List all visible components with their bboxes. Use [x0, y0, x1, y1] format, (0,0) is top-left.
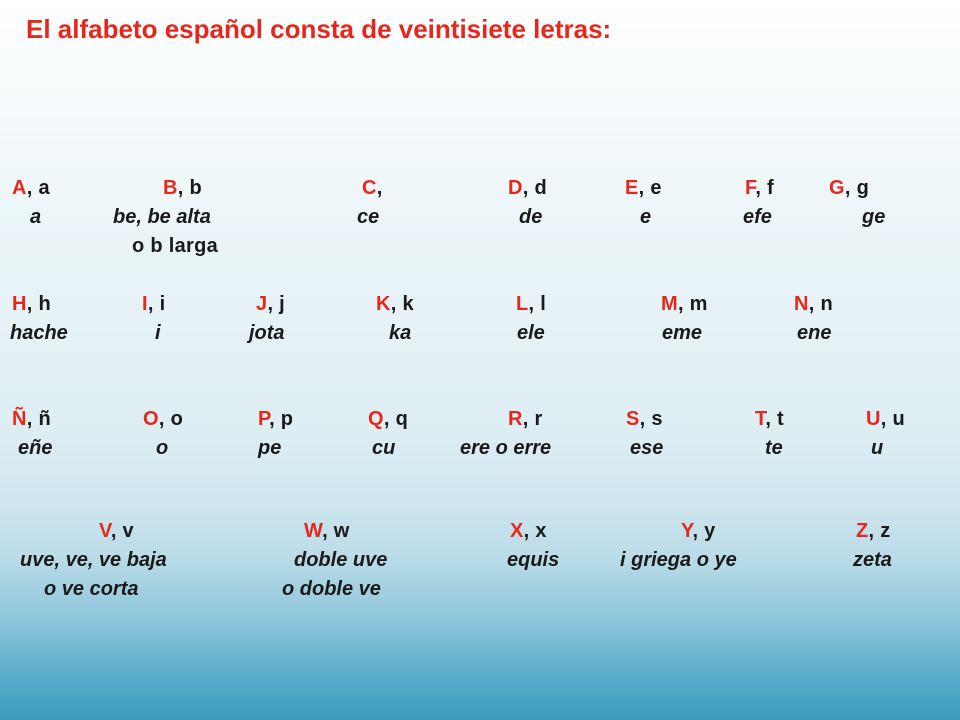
pronunciation-u: u — [871, 437, 884, 459]
pronunciation-s: ese — [630, 437, 664, 459]
pronunciation-m: eme — [662, 322, 703, 344]
pronunciation-f: efe — [743, 206, 772, 228]
letter-capital: X — [510, 520, 524, 542]
letter-lowercase: , — [376, 177, 383, 199]
letter-n — [794, 293, 833, 316]
letter-v — [99, 520, 134, 543]
letter-lowercase: , f — [755, 177, 774, 199]
letter-lowercase: , b — [177, 177, 202, 199]
pronunciation-l: ele — [517, 322, 545, 344]
letter-lowercase: , e — [638, 177, 662, 199]
letter-capital: L — [516, 293, 529, 315]
letter-capital: B — [163, 177, 178, 199]
pronunciation-q: cu — [372, 437, 396, 459]
letter-lowercase: , j — [267, 293, 286, 315]
letter-capital: K — [376, 293, 391, 315]
letter-capital: U — [866, 408, 881, 430]
letter-lowercase: , q — [383, 408, 409, 430]
pronunciation-b-alt: o b larga — [132, 235, 219, 257]
letter-f — [745, 177, 774, 200]
letter-g — [829, 177, 869, 200]
letter-lowercase: , u — [880, 408, 905, 430]
letter-lowercase: , ñ — [26, 408, 51, 430]
letter-lowercase: , g — [844, 177, 870, 199]
pronunciation-a: a — [30, 206, 42, 228]
letter-capital: I — [142, 293, 148, 315]
letter-b — [163, 177, 202, 200]
pronunciation-o: o — [156, 437, 169, 459]
pronunciation-j: jota — [249, 322, 285, 344]
letter-c — [362, 177, 383, 200]
letter-capital: C — [362, 177, 377, 199]
letter-t — [755, 408, 784, 431]
letter-e — [625, 177, 662, 200]
letter-o — [143, 408, 183, 431]
pronunciation-v: uve, ve, ve baja — [20, 549, 167, 571]
letter-j — [256, 293, 285, 316]
letter-lowercase: , a — [26, 177, 50, 199]
pronunciation-b: be, be alta — [113, 206, 211, 228]
pronunciation-x: equis — [507, 549, 560, 571]
letter-capital: V — [99, 520, 111, 542]
pronunciation-w-alt: o doble ve — [282, 578, 381, 600]
letter-lowercase: , s — [639, 408, 663, 430]
letter-capital: A — [12, 177, 27, 199]
pronunciation-i: i — [155, 322, 161, 344]
slide-title: El alfabeto español consta de veintisiete letras: — [26, 14, 612, 44]
letter-p — [258, 408, 293, 431]
letter-capital: H — [12, 293, 27, 315]
pronunciation-e: e — [640, 206, 652, 228]
pronunciation-v-alt: o ve corta — [44, 578, 139, 600]
letter-lowercase: , n — [808, 293, 833, 315]
pronunciation-d: de — [519, 206, 543, 228]
letter-lowercase: , r — [522, 408, 543, 430]
letter-d — [508, 177, 547, 200]
letter-r — [508, 408, 543, 431]
letter-lowercase: , p — [269, 408, 294, 430]
letter-capital: Y — [681, 520, 693, 542]
letter-x — [510, 520, 547, 543]
letter-lowercase: , d — [522, 177, 547, 199]
letter-lowercase: , x — [523, 520, 547, 542]
letter-lowercase: , h — [26, 293, 51, 315]
pronunciation-c: ce — [357, 206, 380, 228]
letter-l — [516, 293, 546, 316]
letter-s — [626, 408, 663, 431]
letter-k — [376, 293, 414, 316]
letter-capital: E — [625, 177, 639, 199]
letter-capital: P — [258, 408, 270, 430]
letter-lowercase: , v — [110, 520, 134, 542]
letter-enye — [12, 408, 51, 431]
letter-capital: F — [745, 177, 756, 199]
letter-capital: T — [755, 408, 766, 430]
letter-capital: Z — [856, 520, 869, 542]
pronunciation-w: doble uve — [294, 549, 388, 571]
letter-capital: Q — [368, 408, 384, 430]
letter-lowercase: , l — [528, 293, 547, 315]
pronunciation-h: hache — [10, 322, 68, 344]
letter-q — [368, 408, 408, 431]
letter-y — [681, 520, 716, 543]
letter-capital: D — [508, 177, 523, 199]
letter-lowercase: , o — [158, 408, 184, 430]
letter-lowercase: , i — [147, 293, 166, 315]
letter-capital: Ñ — [12, 408, 27, 430]
letter-capital: J — [256, 293, 268, 315]
pronunciation-r: ere o erre — [460, 437, 552, 459]
pronunciation-y: i griega o ye — [620, 549, 737, 571]
pronunciation-enye: eñe — [18, 437, 53, 459]
letter-capital: S — [626, 408, 640, 430]
letter-a — [12, 177, 50, 200]
letter-lowercase: , z — [868, 520, 891, 542]
letter-lowercase: , y — [692, 520, 716, 542]
letter-z — [856, 520, 891, 543]
pronunciation-z: zeta — [853, 549, 892, 571]
letter-i — [142, 293, 165, 316]
letter-capital: M — [661, 293, 678, 315]
letter-capital: G — [829, 177, 845, 199]
pronunciation-t: te — [765, 437, 783, 459]
letter-lowercase: , m — [677, 293, 708, 315]
letter-capital: W — [304, 520, 323, 542]
letter-lowercase: , w — [322, 520, 350, 542]
pronunciation-n: ene — [797, 322, 832, 344]
letter-lowercase: , t — [765, 408, 784, 430]
letter-w — [304, 520, 350, 543]
letter-u — [866, 408, 905, 431]
letter-capital: O — [143, 408, 159, 430]
letter-capital: N — [794, 293, 809, 315]
pronunciation-g: ge — [862, 206, 886, 228]
pronunciation-p: pe — [258, 437, 282, 459]
letter-capital: R — [508, 408, 523, 430]
letter-m — [661, 293, 708, 316]
letter-lowercase: , k — [390, 293, 414, 315]
letter-h — [12, 293, 51, 316]
pronunciation-k: ka — [389, 322, 412, 344]
